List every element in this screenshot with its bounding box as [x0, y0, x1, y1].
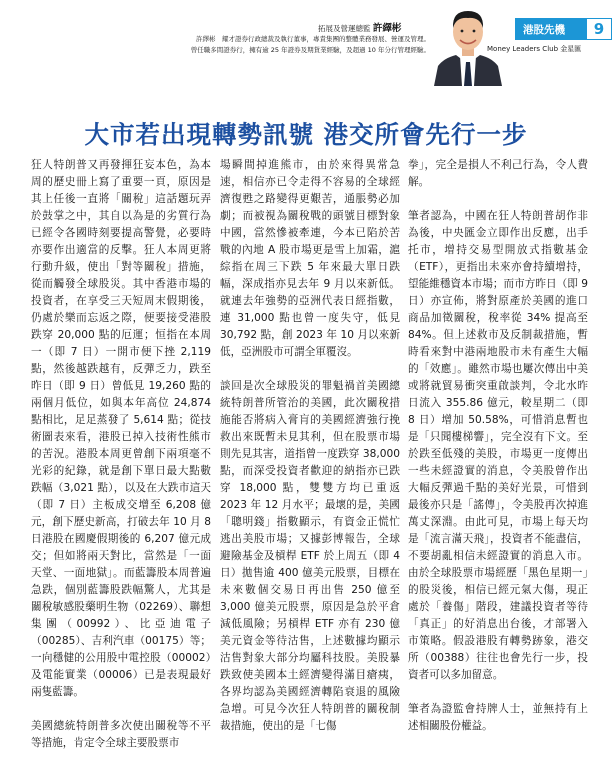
club-name: Money Leaders Club 金星匯	[487, 45, 582, 53]
author-title: 拓展及營運總監	[318, 24, 371, 33]
article-paragraph: 狂人特朗普又再發揮狂妄本色，為本周的歷史冊上寫了重要一頁，原因是其上任後一直將「關稅」這話題玩弄於鼓掌之中，其自以為是的劣質行為已經令各國時刻要提高警覺，必要時亦要作出適當的反擊。狂人本周更將行動升級，使出「對等關稅」措施，從而觸發全球股災。其中香港市場的投資者，在享受三天短周末假期後，仍處於樂而忘返之際，便要接受港股跌穿 20,000 點的厄運；恒指在本周一（即 7 日）一開市便下挫 2,119 點，然後越跌越有，反彈乏力，跌至昨日（即 9 日）曾低見 19,260 點的兩個月低位，如與本年高位 24,874 點相比，足足蒸發了 5,614 點；從技術圖表來看，港股已掉入技術性熊市的苦況。港股本周更曾創下兩項毫不光彩的紀錄，就是創下單日最大點數跌幅（3,021 點），以及在大跌市這天（即 7 日）主板成交增至 6,208 億元，創下歷史新高，打破去年 10 月 8 日港股在國慶假期後的 6,207 億元成交；但如將兩天對比，當然是「一面天堂、一面地獄」。而藍籌股本周普遍急跌，個別藍籌股跌幅驚人，尤其是關稅敏感股藥明生物（02269）、聯想集團（00992）、比亞迪電子（00285）、吉利汽車（00175）等；一向穩健的公用股中電控股（00002）及電能實業（00006）已是表現最好兩隻藍籌。	[31, 159, 211, 698]
article-column-3	[408, 157, 588, 762]
author-byline	[318, 20, 401, 34]
page-number: 9	[586, 18, 612, 40]
article-headline: 大市若出現轉勢訊號 港交所會先行一步	[84, 120, 528, 149]
article-paragraph: 筆者為證監會持牌人士，並無持有上述相關股份權益。	[408, 703, 588, 732]
article-column-1	[31, 157, 211, 762]
article-column-2	[220, 157, 400, 762]
article-paragraph: 拳」，完全是損人不利己行為，令人費解。	[408, 159, 588, 188]
author-photo	[430, 0, 506, 86]
article-paragraph: 美國總統特朗普多次使出關稅等不平等措施，肯定令全球主要股票市	[31, 720, 211, 749]
section-category: 港股先機	[523, 23, 565, 36]
author-bio	[118, 34, 430, 56]
author-bio-line: 曾任職多間證券行，擁有逾 25 年證券及期貨業經驗，及超過 10 年分行管理經驗。	[190, 46, 430, 54]
article-paragraph: 場瞬間掉進熊市，由於來得異常急速，相信亦已令走得不容易的全球經濟復甦之路變得更艱苦，通脹勢必加劇；而被視為關稅戰的頭號目標對象中國，當然慘被牽連，今本已陷於苦戰的內地 A 股市場更是雪上加霜，滬綜指在周三下跌 5 年來最大單日跌幅，深成指亦見去年 9 月以來新低。就連去年強勢的亞洲代表日經指數，連 31,000 點也曾一度失守，低見 30,792 點，創 2023 年 10 月以來新低，亞洲股市可謂全軍覆沒。	[220, 159, 400, 358]
article-paragraph: 談回是次全球股災的罪魁禍首美國總統特朗普所管治的美國，此次關稅措施能否將病入膏肓的美國經濟強行挽救出來既暫未見其利，但在股票市場則先見其害，道指曾一度跌穿 38,000 點，而深受投資者歡迎的納指亦已跌穿 18,000 點，雙雙方均已重返 2023 年 12 月水平；最壞的是，美國「聰明錢」指數顯示，有資金正慌忙逃出美股市場；又據彭博報告，全球避險基金及槓桿 ETF 於上周五（即 4 日）拋售逾 400 億美元股票，目標在未來數個交易日再出售 250 億至 3,000 億美元股票，原因是急於平倉減低風險；另槓桿 ETF 亦有 230 億美元資金等待沽售，上述數據均顯示沽售對象大部分均屬科技股。美股暴跌致使美國本土經濟變得滿目瘡痍，各界均認為美國經濟轉陷衰退的風險急增。可見今次狂人特朗普的關稅制裁措施，使出的是「七傷	[220, 380, 400, 732]
author-bio-line: 許繹彬 耀才證券行政總裁及執行董事，專責集團的整體業務發展、營運及管理。	[196, 35, 430, 43]
page-header	[0, 0, 612, 92]
article-paragraph: 筆者認為，中國在狂人特朗普胡作非為後，中央匯金立即作出反應，出手托市，增持交易型開放式指數基金（ETF），更指出未來亦會持續增持，望能維穩資本市場；而市方昨日（即 9 日）亦宣佈，將對原產於美國的進口商品加徵關稅，稅率從 34% 提高至 84%。但上述救市及反制裁措施，暫時看來對中港兩地股市未有產生大幅的「效應」。雖然市場也屢次傳出中美或將就貿易衝突重啟談判，令北水昨日流入 355.86 億元，較星期二（即 8 日）增加 50.58%，可惜消息暫也是「只聞樓梯響」，完全沒有下文。至於跌至低殘的美股，市場更一度傳出一些未經證實的消息，令美股曾作出大幅反彈過千點的美好光景，可惜到最後亦只是「謠傳」，令美股再次掉進萬丈深淵。由此可見，市場上每天均是「流言滿天飛」，投資者不能盡信，不要胡亂相信未經證實的消息入市。由於全球股票市場經歷「黑色星期一」的股災後，相信已經元氣大傷，現正處於「養傷」階段，建議投資者等待「真正」的好消息出台後，才部署入市策略。假設港股有轉勢跡象，港交所（00388）往往也會先行一步，投資者可以多加留意。	[408, 210, 588, 681]
section-tag	[515, 18, 612, 40]
author-name: 許繹彬	[372, 23, 402, 34]
